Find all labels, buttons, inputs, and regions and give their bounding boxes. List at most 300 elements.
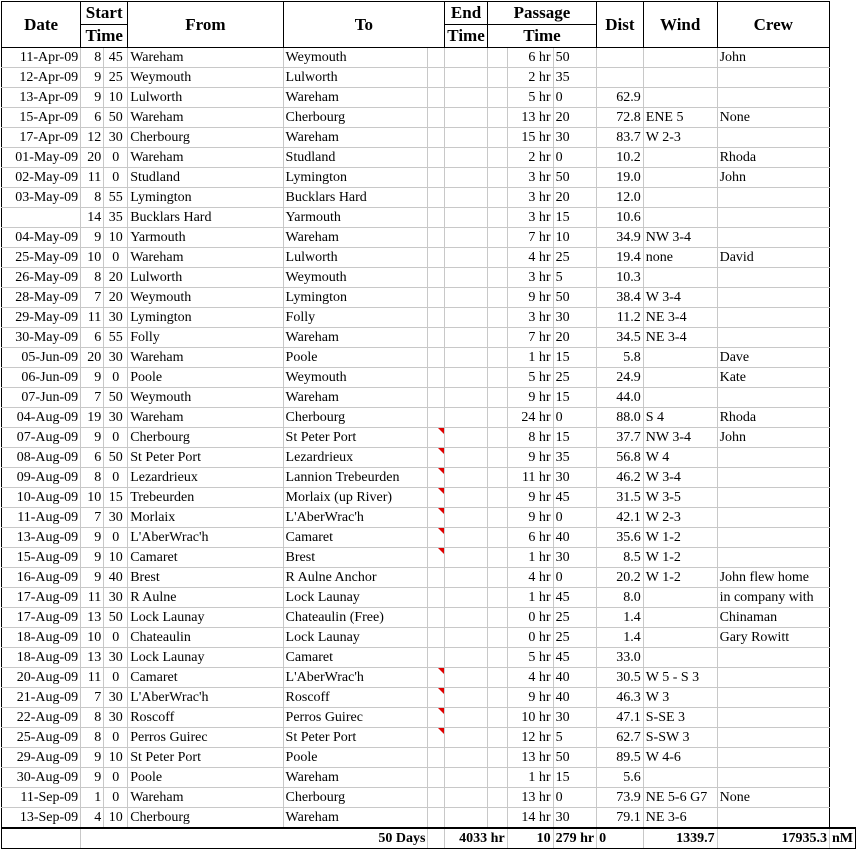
passage-total-hours[interactable]: 279 hr (553, 828, 597, 849)
row-passage-minutes[interactable]: 0 (553, 148, 597, 168)
header-date[interactable]: Date (2, 2, 81, 48)
row-crew[interactable]: David (717, 248, 829, 268)
row-start-hour[interactable]: 11 (81, 168, 104, 188)
row-date[interactable]: 07-Jun-09 (2, 388, 81, 408)
row-to[interactable]: Weymouth (283, 48, 428, 68)
row-to[interactable]: St Peter Port (283, 728, 428, 748)
row-from[interactable]: Cherbourg (128, 808, 283, 829)
row-to-note[interactable] (428, 568, 445, 588)
row-date[interactable]: 13-Aug-09 (2, 528, 81, 548)
row-dist[interactable]: 24.9 (597, 368, 644, 388)
row-end-time-2[interactable] (487, 728, 507, 748)
row-dist[interactable] (597, 48, 644, 68)
row-wind[interactable]: W 3-4 (643, 288, 717, 308)
row-from[interactable]: Weymouth (128, 288, 283, 308)
total-hours[interactable]: 4033 hr (445, 828, 507, 849)
row-date[interactable]: 17-Apr-09 (2, 128, 81, 148)
row-passage-minutes[interactable]: 50 (553, 48, 597, 68)
row-passage-hours[interactable]: 1 hr (507, 768, 553, 788)
row-date[interactable]: 09-Aug-09 (2, 468, 81, 488)
row-to-note[interactable] (428, 288, 445, 308)
row-to[interactable]: Cherbourg (283, 788, 428, 808)
row-from[interactable]: Poole (128, 768, 283, 788)
row-dist[interactable]: 46.2 (597, 468, 644, 488)
row-passage-minutes[interactable]: 25 (553, 608, 597, 628)
row-to-note[interactable] (428, 248, 445, 268)
row-to-note[interactable] (428, 128, 445, 148)
row-from[interactable]: Lock Launay (128, 608, 283, 628)
row-start-minute[interactable]: 15 (104, 488, 128, 508)
row-dist[interactable]: 34.5 (597, 328, 644, 348)
row-end-time[interactable] (445, 408, 487, 428)
row-to-note[interactable] (428, 628, 445, 648)
row-end-time[interactable] (445, 468, 487, 488)
row-start-minute[interactable]: 50 (104, 388, 128, 408)
row-start-minute[interactable]: 30 (104, 408, 128, 428)
row-end-time-2[interactable] (487, 448, 507, 468)
row-to[interactable]: St Peter Port (283, 428, 428, 448)
row-end-time[interactable] (445, 508, 487, 528)
row-passage-minutes[interactable]: 40 (553, 528, 597, 548)
row-end-time[interactable] (445, 148, 487, 168)
row-wind[interactable]: W 3-5 (643, 488, 717, 508)
row-from[interactable]: Weymouth (128, 68, 283, 88)
row-dist[interactable]: 10.6 (597, 208, 644, 228)
row-dist[interactable]: 8.5 (597, 548, 644, 568)
row-wind[interactable]: W 3-4 (643, 468, 717, 488)
row-passage-hours[interactable]: 4 hr (507, 568, 553, 588)
grand-total[interactable]: 17935.3 (717, 828, 829, 849)
row-wind[interactable]: W 1-2 (643, 548, 717, 568)
row-date[interactable]: 17-Aug-09 (2, 608, 81, 628)
row-crew[interactable]: Kate (717, 368, 829, 388)
row-crew[interactable] (717, 748, 829, 768)
row-dist[interactable]: 38.4 (597, 288, 644, 308)
row-end-time[interactable] (445, 608, 487, 628)
row-end-time[interactable] (445, 248, 487, 268)
row-start-minute[interactable]: 0 (104, 788, 128, 808)
row-passage-hours[interactable]: 14 hr (507, 808, 553, 829)
row-passage-minutes[interactable]: 45 (553, 488, 597, 508)
row-wind[interactable] (643, 588, 717, 608)
row-passage-hours[interactable]: 15 hr (507, 128, 553, 148)
row-to[interactable]: Wareham (283, 388, 428, 408)
row-crew[interactable] (717, 668, 829, 688)
row-crew[interactable] (717, 68, 829, 88)
row-date[interactable]: 22-Aug-09 (2, 708, 81, 728)
row-date[interactable]: 21-Aug-09 (2, 688, 81, 708)
row-end-time-2[interactable] (487, 88, 507, 108)
row-start-minute[interactable]: 55 (104, 328, 128, 348)
row-from[interactable]: Yarmouth (128, 228, 283, 248)
row-dist[interactable] (597, 68, 644, 88)
row-to[interactable]: Brest (283, 548, 428, 568)
row-to[interactable]: Poole (283, 348, 428, 368)
row-passage-hours[interactable]: 3 hr (507, 268, 553, 288)
row-start-hour[interactable]: 9 (81, 748, 104, 768)
row-end-time[interactable] (445, 628, 487, 648)
row-end-time-2[interactable] (487, 788, 507, 808)
row-wind[interactable]: W 3 (643, 688, 717, 708)
row-end-time[interactable] (445, 588, 487, 608)
row-dist[interactable]: 1.4 (597, 628, 644, 648)
row-end-time-2[interactable] (487, 648, 507, 668)
row-to[interactable]: Wareham (283, 328, 428, 348)
row-dist[interactable]: 88.0 (597, 408, 644, 428)
row-start-hour[interactable]: 13 (81, 608, 104, 628)
row-passage-hours[interactable]: 1 hr (507, 548, 553, 568)
row-dist[interactable]: 19.4 (597, 248, 644, 268)
row-end-time[interactable] (445, 568, 487, 588)
row-from[interactable]: Perros Guirec (128, 728, 283, 748)
row-to[interactable]: Weymouth (283, 368, 428, 388)
row-to[interactable]: Roscoff (283, 688, 428, 708)
row-to-note[interactable] (428, 488, 445, 508)
header-crew[interactable]: Crew (717, 2, 829, 48)
row-start-hour[interactable]: 7 (81, 288, 104, 308)
row-date[interactable]: 16-Aug-09 (2, 568, 81, 588)
row-from[interactable]: Lock Launay (128, 648, 283, 668)
row-passage-minutes[interactable]: 10 (553, 228, 597, 248)
row-end-time[interactable] (445, 708, 487, 728)
row-passage-minutes[interactable]: 30 (553, 468, 597, 488)
row-to-note[interactable] (428, 468, 445, 488)
row-crew[interactable]: Rhoda (717, 148, 829, 168)
row-passage-minutes[interactable]: 35 (553, 68, 597, 88)
row-date[interactable]: 04-May-09 (2, 228, 81, 248)
row-start-hour[interactable]: 6 (81, 108, 104, 128)
row-date[interactable]: 04-Aug-09 (2, 408, 81, 428)
row-passage-hours[interactable]: 2 hr (507, 68, 553, 88)
row-date[interactable]: 11-Aug-09 (2, 508, 81, 528)
row-to-note[interactable] (428, 308, 445, 328)
row-wind[interactable] (643, 348, 717, 368)
row-to[interactable]: Wareham (283, 808, 428, 829)
row-start-minute[interactable]: 55 (104, 188, 128, 208)
row-end-time[interactable] (445, 308, 487, 328)
row-passage-hours[interactable]: 13 hr (507, 788, 553, 808)
row-end-time[interactable] (445, 488, 487, 508)
row-start-hour[interactable]: 10 (81, 488, 104, 508)
row-from[interactable]: Wareham (128, 348, 283, 368)
row-to-note[interactable] (428, 208, 445, 228)
row-start-minute[interactable]: 0 (104, 628, 128, 648)
row-start-minute[interactable]: 30 (104, 588, 128, 608)
row-end-time[interactable] (445, 688, 487, 708)
row-start-minute[interactable]: 20 (104, 288, 128, 308)
row-to-note[interactable] (428, 788, 445, 808)
row-start-hour[interactable]: 7 (81, 688, 104, 708)
row-from[interactable]: Folly (128, 328, 283, 348)
total-dist[interactable]: 1339.7 (643, 828, 717, 849)
row-from[interactable]: Chateaulin (128, 628, 283, 648)
row-date[interactable]: 07-Aug-09 (2, 428, 81, 448)
row-start-hour[interactable]: 9 (81, 428, 104, 448)
row-passage-minutes[interactable]: 35 (553, 448, 597, 468)
row-passage-minutes[interactable]: 0 (553, 88, 597, 108)
row-crew[interactable]: in company with (717, 588, 829, 608)
row-end-time-2[interactable] (487, 668, 507, 688)
row-end-time-2[interactable] (487, 408, 507, 428)
row-wind[interactable] (643, 48, 717, 68)
row-start-hour[interactable]: 8 (81, 728, 104, 748)
row-dist[interactable]: 42.1 (597, 508, 644, 528)
row-end-time[interactable] (445, 288, 487, 308)
row-start-hour[interactable]: 13 (81, 648, 104, 668)
row-dist[interactable]: 33.0 (597, 648, 644, 668)
row-start-minute[interactable]: 0 (104, 528, 128, 548)
row-crew[interactable]: Rhoda (717, 408, 829, 428)
row-to-note[interactable] (428, 348, 445, 368)
row-to-note[interactable] (428, 768, 445, 788)
row-end-time[interactable] (445, 108, 487, 128)
row-start-hour[interactable]: 6 (81, 328, 104, 348)
row-end-time[interactable] (445, 388, 487, 408)
row-to-note[interactable] (428, 408, 445, 428)
row-to-note[interactable] (428, 368, 445, 388)
row-wind[interactable]: NE 3-4 (643, 328, 717, 348)
row-passage-hours[interactable]: 13 hr (507, 108, 553, 128)
row-end-time-2[interactable] (487, 328, 507, 348)
row-end-time-2[interactable] (487, 428, 507, 448)
row-passage-hours[interactable]: 5 hr (507, 368, 553, 388)
row-passage-minutes[interactable]: 0 (553, 568, 597, 588)
row-start-minute[interactable]: 0 (104, 768, 128, 788)
row-start-hour[interactable]: 7 (81, 388, 104, 408)
row-to-note[interactable] (428, 588, 445, 608)
row-start-minute[interactable]: 40 (104, 568, 128, 588)
row-to[interactable]: Chateaulin (Free) (283, 608, 428, 628)
row-start-minute[interactable]: 10 (104, 228, 128, 248)
row-wind[interactable]: NW 3-4 (643, 428, 717, 448)
row-wind[interactable]: none (643, 248, 717, 268)
row-passage-minutes[interactable]: 20 (553, 108, 597, 128)
row-to-note[interactable] (428, 108, 445, 128)
row-start-hour[interactable]: 11 (81, 588, 104, 608)
row-end-time[interactable] (445, 748, 487, 768)
row-to-note[interactable] (428, 388, 445, 408)
row-dist[interactable]: 89.5 (597, 748, 644, 768)
row-passage-hours[interactable]: 0 hr (507, 628, 553, 648)
row-start-minute[interactable]: 10 (104, 548, 128, 568)
row-start-hour[interactable]: 10 (81, 628, 104, 648)
row-passage-hours[interactable]: 1 hr (507, 588, 553, 608)
row-wind[interactable] (643, 208, 717, 228)
header-start[interactable]: Start (81, 2, 128, 25)
row-dist[interactable]: 19.0 (597, 168, 644, 188)
row-to[interactable]: Yarmouth (283, 208, 428, 228)
row-from[interactable]: St Peter Port (128, 448, 283, 468)
row-dist[interactable]: 83.7 (597, 128, 644, 148)
row-start-hour[interactable]: 4 (81, 808, 104, 829)
row-end-time[interactable] (445, 548, 487, 568)
row-to-note[interactable] (428, 168, 445, 188)
row-to-note[interactable] (428, 88, 445, 108)
row-start-hour[interactable]: 14 (81, 208, 104, 228)
row-passage-minutes[interactable]: 0 (553, 408, 597, 428)
row-end-time-2[interactable] (487, 488, 507, 508)
row-passage-hours[interactable]: 5 hr (507, 648, 553, 668)
header-to[interactable]: To (283, 2, 445, 48)
row-date[interactable]: 25-May-09 (2, 248, 81, 268)
row-start-minute[interactable]: 25 (104, 68, 128, 88)
row-start-minute[interactable]: 0 (104, 368, 128, 388)
row-to[interactable]: Poole (283, 748, 428, 768)
row-wind[interactable] (643, 68, 717, 88)
row-end-time[interactable] (445, 648, 487, 668)
row-to-note[interactable] (428, 688, 445, 708)
row-passage-hours[interactable]: 3 hr (507, 308, 553, 328)
row-crew[interactable] (717, 448, 829, 468)
row-to[interactable]: Lock Launay (283, 588, 428, 608)
row-passage-hours[interactable]: 9 hr (507, 288, 553, 308)
row-end-time-2[interactable] (487, 228, 507, 248)
row-end-time[interactable] (445, 768, 487, 788)
row-passage-hours[interactable]: 3 hr (507, 188, 553, 208)
row-wind[interactable] (643, 148, 717, 168)
row-date[interactable]: 15-Aug-09 (2, 548, 81, 568)
row-to-note[interactable] (428, 268, 445, 288)
row-passage-hours[interactable]: 5 hr (507, 88, 553, 108)
row-end-time[interactable] (445, 668, 487, 688)
header-dist[interactable]: Dist (597, 2, 644, 48)
row-from[interactable]: Camaret (128, 548, 283, 568)
row-dist[interactable]: 31.5 (597, 488, 644, 508)
row-start-minute[interactable]: 0 (104, 248, 128, 268)
row-wind[interactable]: NE 3-6 (643, 808, 717, 829)
row-crew[interactable]: Gary Rowitt (717, 628, 829, 648)
row-start-minute[interactable]: 30 (104, 708, 128, 728)
row-from[interactable]: Wareham (128, 248, 283, 268)
row-date[interactable]: 18-Aug-09 (2, 648, 81, 668)
row-wind[interactable]: W 4 (643, 448, 717, 468)
row-end-time-2[interactable] (487, 748, 507, 768)
row-crew[interactable]: John (717, 428, 829, 448)
row-to[interactable]: Lulworth (283, 248, 428, 268)
row-passage-minutes[interactable]: 50 (553, 168, 597, 188)
row-end-time-2[interactable] (487, 368, 507, 388)
row-start-hour[interactable]: 9 (81, 88, 104, 108)
row-passage-hours[interactable]: 1 hr (507, 348, 553, 368)
row-end-time-2[interactable] (487, 148, 507, 168)
row-end-time-2[interactable] (487, 128, 507, 148)
row-to[interactable]: Morlaix (up River) (283, 488, 428, 508)
row-start-minute[interactable]: 50 (104, 608, 128, 628)
row-to-note[interactable] (428, 228, 445, 248)
row-passage-hours[interactable]: 9 hr (507, 508, 553, 528)
row-end-time-2[interactable] (487, 388, 507, 408)
row-passage-hours[interactable]: 4 hr (507, 248, 553, 268)
row-to[interactable]: Studland (283, 148, 428, 168)
row-wind[interactable]: W 4-6 (643, 748, 717, 768)
row-start-hour[interactable]: 9 (81, 368, 104, 388)
row-start-hour[interactable]: 7 (81, 508, 104, 528)
row-to[interactable]: Lulworth (283, 68, 428, 88)
row-crew[interactable] (717, 648, 829, 668)
row-start-minute[interactable]: 0 (104, 668, 128, 688)
row-from[interactable]: Trebeurden (128, 488, 283, 508)
row-date[interactable]: 15-Apr-09 (2, 108, 81, 128)
row-passage-hours[interactable]: 3 hr (507, 208, 553, 228)
row-wind[interactable] (643, 768, 717, 788)
row-to[interactable]: Lannion Trebeurden (283, 468, 428, 488)
row-start-hour[interactable]: 19 (81, 408, 104, 428)
row-start-minute[interactable]: 45 (104, 48, 128, 68)
row-end-time-2[interactable] (487, 768, 507, 788)
row-wind[interactable]: ENE 5 (643, 108, 717, 128)
row-end-time-2[interactable] (487, 248, 507, 268)
row-passage-minutes[interactable]: 30 (553, 548, 597, 568)
row-end-time-2[interactable] (487, 588, 507, 608)
row-from[interactable]: Lulworth (128, 268, 283, 288)
row-to[interactable]: Folly (283, 308, 428, 328)
row-end-time[interactable] (445, 188, 487, 208)
row-passage-minutes[interactable]: 40 (553, 668, 597, 688)
row-date[interactable]: 12-Apr-09 (2, 68, 81, 88)
row-wind[interactable] (643, 388, 717, 408)
row-passage-minutes[interactable]: 5 (553, 268, 597, 288)
row-wind[interactable] (643, 168, 717, 188)
row-from[interactable]: Wareham (128, 788, 283, 808)
row-start-minute[interactable]: 30 (104, 648, 128, 668)
row-passage-hours[interactable]: 11 hr (507, 468, 553, 488)
row-to[interactable]: Wareham (283, 768, 428, 788)
row-from[interactable]: Wareham (128, 48, 283, 68)
row-passage-minutes[interactable]: 30 (553, 308, 597, 328)
row-wind[interactable]: NE 5-6 G7 (643, 788, 717, 808)
row-to[interactable]: Camaret (283, 528, 428, 548)
row-crew[interactable] (717, 808, 829, 829)
row-dist[interactable]: 56.8 (597, 448, 644, 468)
row-crew[interactable] (717, 228, 829, 248)
row-wind[interactable]: S 4 (643, 408, 717, 428)
row-crew[interactable] (717, 488, 829, 508)
row-end-time-2[interactable] (487, 188, 507, 208)
row-passage-minutes[interactable]: 40 (553, 688, 597, 708)
row-start-minute[interactable]: 30 (104, 128, 128, 148)
row-crew[interactable] (717, 188, 829, 208)
total-days[interactable]: 50 Days (81, 828, 428, 849)
row-date[interactable]: 11-Apr-09 (2, 48, 81, 68)
row-wind[interactable] (643, 268, 717, 288)
row-crew[interactable] (717, 328, 829, 348)
row-date[interactable]: 08-Aug-09 (2, 448, 81, 468)
row-end-time-2[interactable] (487, 548, 507, 568)
row-start-minute[interactable]: 50 (104, 108, 128, 128)
row-from[interactable]: R Aulne (128, 588, 283, 608)
row-to[interactable]: Perros Guirec (283, 708, 428, 728)
row-passage-hours[interactable]: 2 hr (507, 148, 553, 168)
row-crew[interactable] (717, 468, 829, 488)
row-start-minute[interactable]: 0 (104, 168, 128, 188)
row-wind[interactable] (643, 88, 717, 108)
row-crew[interactable] (717, 268, 829, 288)
row-from[interactable]: Lymington (128, 308, 283, 328)
row-passage-hours[interactable]: 9 hr (507, 488, 553, 508)
row-from[interactable]: Poole (128, 368, 283, 388)
row-start-hour[interactable]: 11 (81, 308, 104, 328)
row-end-time[interactable] (445, 788, 487, 808)
row-to-note[interactable] (428, 48, 445, 68)
row-to-note[interactable] (428, 648, 445, 668)
row-wind[interactable] (643, 188, 717, 208)
row-passage-hours[interactable]: 24 hr (507, 408, 553, 428)
row-passage-minutes[interactable]: 45 (553, 648, 597, 668)
row-end-time[interactable] (445, 328, 487, 348)
row-start-hour[interactable]: 9 (81, 228, 104, 248)
row-date[interactable]: 10-Aug-09 (2, 488, 81, 508)
row-end-time-2[interactable] (487, 628, 507, 648)
